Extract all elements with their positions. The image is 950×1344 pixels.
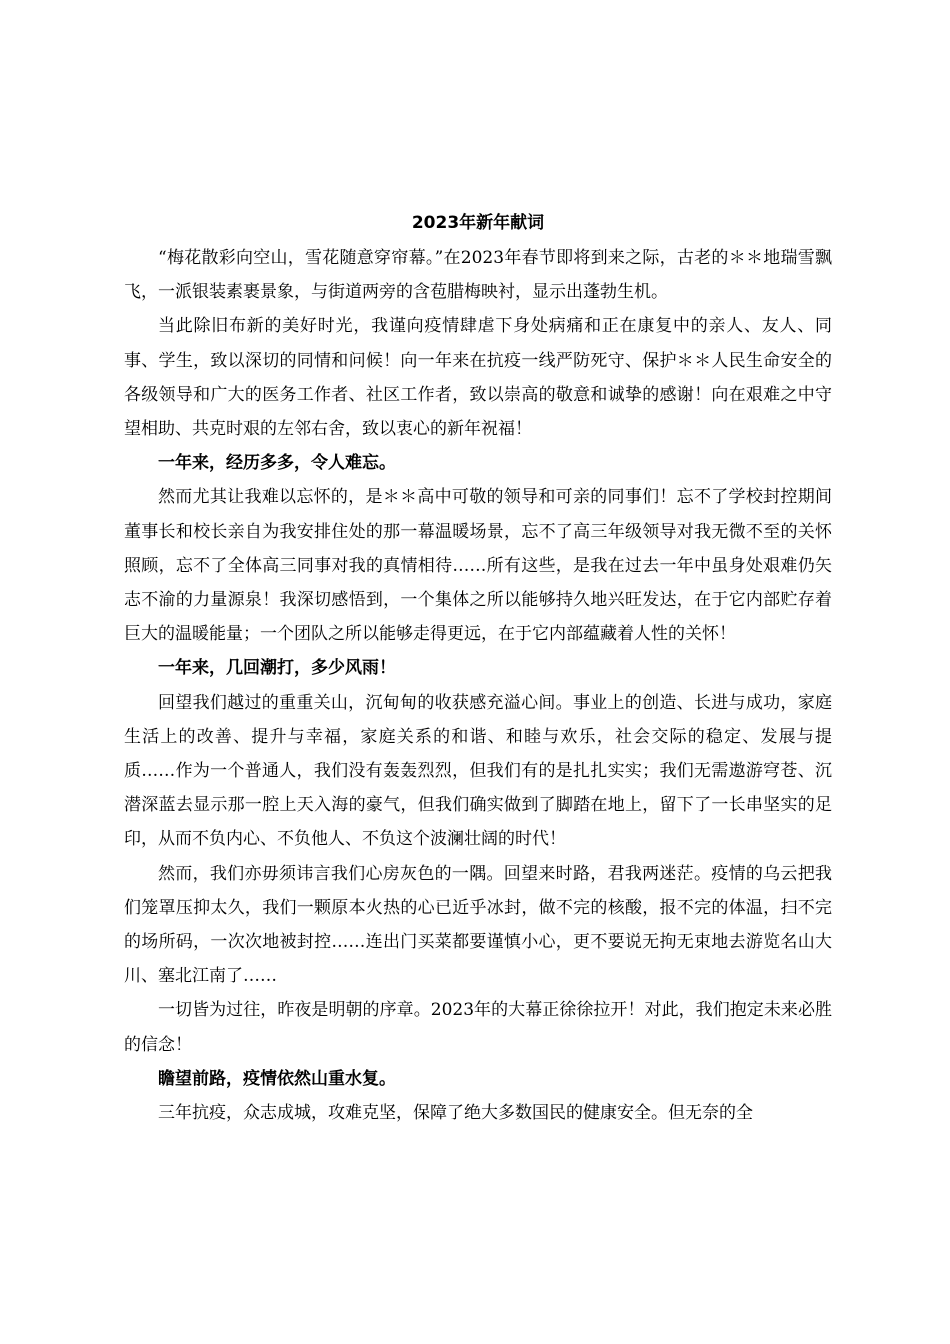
paragraph-6: 一切皆为过往，昨夜是明朝的序章。2023年的大幕正徐徐拉开！对此，我们抱定未来必胜的信念！ xyxy=(124,1000,832,1055)
section-heading-1: 一年来，经历多多，令人难忘。 xyxy=(158,453,396,474)
section-heading-3: 瞻望前路，疫情依然山重水复。 xyxy=(158,1068,396,1089)
document-title: 2023年新年献词 xyxy=(411,213,545,233)
document-body xyxy=(124,205,832,1130)
section-heading-2: 一年来，几回潮打，多少风雨！ xyxy=(158,658,396,679)
paragraph-2: 当此除旧布新的美好时光，我谨向疫情肆虐下身处病痛和正在康复中的亲人、友人、同事、学生，致以深切的同情和问候！向一年来在抗疫一线严防死守、保护＊＊人民生命安全的各级领导和广大的医务工作者、社区工作者，致以崇高的敬意和诚挚的感谢！向在艰难之中守望相助、共克时艰的左邻右舍，致以衷心的新年祝福！ xyxy=(124,316,832,440)
paragraph-1: “梅花散彩向空山，雪花随意穿帘幕。”在2023年春节即将到来之际，古老的＊＊地瑞雪飘飞，一派银装素裹景象，与街道两旁的含苞腊梅映衬，显示出蓬勃生机。 xyxy=(124,248,832,303)
paragraph-4: 回望我们越过的重重关山，沉甸甸的收获感充溢心间。事业上的创造、长进与成功，家庭生活上的改善、提升与幸福，家庭关系的和谐、和睦与欢乐，社会交际的稳定、发展与提质……作为一个普通人，我们没有轰轰烈烈，但我们有的是扎扎实实；我们无需遨游穹苍、沉潜深蓝去显示那一腔上天入海的豪气，但我们确实做到了脚踏在地上，留下了一长串坚实的足印，从而不负内心、不负他人、不负这个波澜壮阔的时代！ xyxy=(124,692,832,850)
paragraph-3: 然而尤其让我难以忘怀的，是＊＊高中可敬的领导和可亲的同事们！忘不了学校封控期间董事长和校长亲自为我安排住处的那一幕温暖场景，忘不了高三年级领导对我无微不至的关怀照顾，忘不了全体高三同事对我的真情相待……所有这些，是我在过去一年中虽身处艰难仍矢志不渝的力量源泉！我深切感悟到，一个集体之所以能够持久地兴旺发达，在于它内部贮存着巨大的温暖能量；一个团队之所以能够走得更远，在于它内部蕴藏着人性的关怀！ xyxy=(124,487,832,645)
paragraph-5: 然而，我们亦毋须讳言我们心房灰色的一隅。回望来时路，君我两迷茫。疫情的乌云把我们笼罩压抑太久，我们一颗原本火热的心已近乎冰封，做不完的核酸，报不完的体温，扫不完的场所码，一次次地被封控……连出门买菜都要谨慎小心，更不要说无拘无束地去游览名山大川、塞北江南了…… xyxy=(124,863,832,987)
paragraph-7: 三年抗疫，众志成城，攻难克坚，保障了绝大多数国民的健康安全。但无奈的全 xyxy=(158,1103,753,1124)
